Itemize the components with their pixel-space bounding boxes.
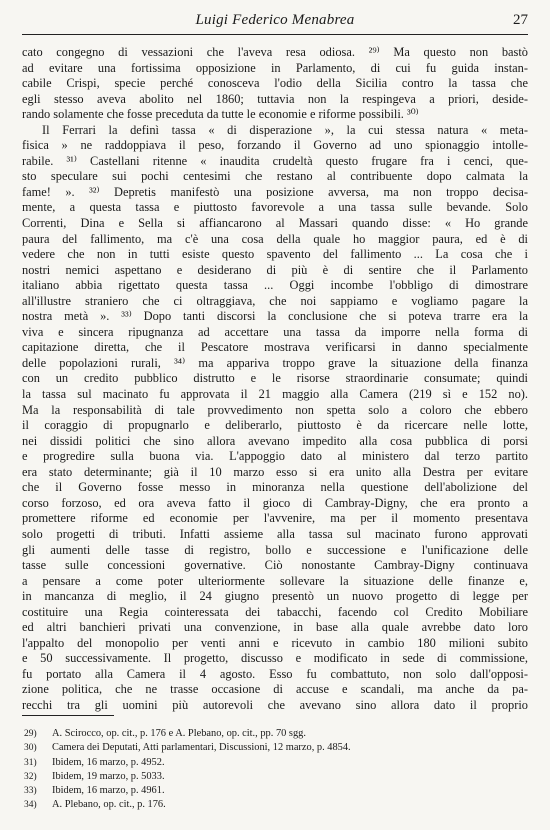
page-number: 27 [513, 12, 528, 28]
footnote-number: 34) [24, 800, 37, 811]
footnote-number: 32) [24, 771, 37, 782]
text-line: nostra metà ». ³³⁾ Dopo tanti discorsi la conclusione che si poteva trarre era la [22, 309, 528, 324]
footnote-text: Ibidem, 16 marzo, p. 4952. [52, 756, 165, 768]
footnote-text: Camera dei Deputati, Atti parlamentari, Discussioni, 12 marzo, p. 4854. [52, 742, 351, 754]
footnote [22, 784, 528, 798]
text-line: paura del fallimento, ma c'è una cosa della quale ho maggior paura, ed è di [22, 231, 528, 246]
text-line: il coraggio di propugnarlo e deliberarlo, piuttosto è da ricercare nelle lotte, [22, 418, 528, 433]
text-line: e progredire sulla buona via. L'appoggio dato al ministero dal terzo partito [22, 449, 528, 464]
text-line: fame! ». ³²⁾ Depretis manifestò una posizione avversa, ma non troppo decisa- [22, 184, 528, 199]
text-line: fisica » ne raddoppiava il peso, forzando il Governo ad uno spionaggio intolle- [22, 138, 528, 153]
footnote-divider [22, 715, 114, 716]
text-line: cabile Crispi, specie perché conosceva l'odio della Sicilia contro la tassa che [22, 76, 528, 91]
text-line: a pensare a come poter ulteriormente sollevare la situazione delle finanze e, [22, 573, 528, 588]
page-header [22, 6, 528, 35]
footnotes [22, 727, 528, 813]
running-title: Luigi Federico Menabrea [195, 12, 355, 28]
text-line: capitazione diretta, che il Pescatore mostrava verificarsi in danno specialmente [22, 340, 528, 355]
footnote-number: 31) [24, 757, 37, 768]
text-line: e 50 successivamente. Il progetto, discusso e modificato in sede di commissione, [22, 651, 528, 666]
footnote [22, 770, 528, 784]
text-line: rabile. ³¹⁾ Castellani ritenne « inaudita crudeltà questo frugare fra i cenci, que- [22, 153, 528, 168]
text-line: sto speculare sui pochi centesimi che restano al contribuente dopo calmata la [22, 169, 528, 184]
text-line: viva e sincera ripugnanza ad accettare una tassa da imporre nella forma di [22, 324, 528, 339]
text-line: l'appalto del monopolio per venti anni e ricevuto in cambio 180 milioni subito [22, 635, 528, 650]
text-line: zione politica, che ne trasse occasione di accuse e scandali, ma anche da pa- [22, 682, 528, 697]
footnote-text: A. Plebano, op. cit., p. 176. [52, 799, 166, 811]
text-line: egli stesso aveva abolito nel 1860; tuttavia non la respingeva a priori, deside- [22, 91, 528, 106]
footnote [22, 727, 528, 741]
footnote-text: Ibidem, 16 marzo, p. 4961. [52, 785, 165, 797]
footnote-number: 29) [24, 729, 37, 739]
footnote-text: A. Scirocco, op. cit., p. 176 e A. Plebano, op. cit., pp. 70 sgg. [52, 728, 306, 739]
footnote-text: Ibidem, 19 marzo, p. 5033. [52, 770, 165, 782]
text-line: italiano abbia rigettato questa tassa ... Oggi incombe l'obbligo di dimostrare [22, 278, 528, 293]
text-line: ad evitare una fortissima opposizione in Parlamento, di cui fu guida instan- [22, 60, 528, 75]
body-text [22, 45, 528, 714]
text-line: fu portato alla Camera il 4 agosto. Esso fu combattuto, non solo dall'opposi- [22, 666, 528, 681]
text-line: Correnti, Dina e Sella si affiancarono al Massari quando disse: « Ho grande [22, 216, 528, 231]
text-line: Il Ferrari la definì tassa « di disperazione », la cui stessa natura « meta- [42, 122, 528, 137]
text-line: solo progetti di tributi. Infatti assieme alla tassa sul macinato furono approvati [22, 526, 528, 541]
text-line: vedere che non in tutti esiste questo spavento del fallimento ... La cosa che i [22, 247, 528, 262]
text-line: nei dissidi politici che sino allora avevano impedito alla cosa pubblica di porsi [22, 433, 528, 448]
text-line: nostri nemici aspettano e desiderano di più è di sentire che il Parlamento [22, 262, 528, 277]
text-line: ed altri banchieri privati una convenzione, in base alla quale avrebbe dato loro [22, 620, 528, 635]
text-line: recchi tra gli uomini più autorevoli che avevano sino allora dato il proprio [22, 697, 528, 712]
text-line: Ma la responsabilità di tale provvedimento non spetta solo a coloro che ebbero [22, 402, 528, 417]
text-line: in mancanza di meglio, il 24 giugno presentò un nuovo progetto di legge per [22, 589, 528, 604]
footnote [22, 756, 528, 770]
text-line: corso forzoso, ed ora aveva fatto il gioco di Cambray-Digny, che era pronto a [22, 495, 528, 510]
text-line: rando solamente che fosse preceduta da tutte le economie e riforme possibili. ³⁰⁾ [22, 107, 419, 122]
text-line: mente, a questa tassa e piuttosto favorevole a una tassa sulle bevande. Solo [22, 200, 528, 215]
text-line: cato congegno di vessazioni che l'aveva resa odiosa. ²⁹⁾ Ma questo non bastò [22, 45, 528, 59]
text-line: era stato determinante; già il 10 marzo esso si era unito alla Destra per evitare [22, 464, 528, 479]
text-line: con un credito pubblico distrutto e le risorse straordinarie consumate; quindi [22, 371, 528, 386]
footnote [22, 798, 528, 812]
text-line: la tassa sul macinato fu approvata il 21 maggio alla Camera (219 sì e 152 no). [22, 387, 528, 402]
text-line: all'illustre straniero che ci oltraggiava, che noi sappiamo e vogliamo pagare la [22, 293, 528, 308]
footnote-number: 33) [24, 786, 37, 797]
text-line: che il Governo fosse messo in minoranza nella questione dell'abolizione del [22, 480, 528, 495]
footnote [22, 741, 528, 755]
text-line: delle popolazioni rurali, ³⁴⁾ ma appariva troppo grave la situazione della finanza [22, 355, 528, 370]
text-line: tasse sulle concessioni governative. Ciò nonostante Cambray-Digny continuava [22, 558, 528, 573]
footnote-number: 30) [24, 743, 37, 754]
text-line: promettere riforme ed economie per l'avvenire, ma per il momento presentava [22, 511, 528, 526]
text-line: gli aumenti delle tasse di registro, bollo e successione e l'unificazione delle [22, 542, 528, 557]
text-line: costituire una Regia cointeressata dei tabacchi, facendo col Credito Mobiliare [22, 604, 528, 619]
